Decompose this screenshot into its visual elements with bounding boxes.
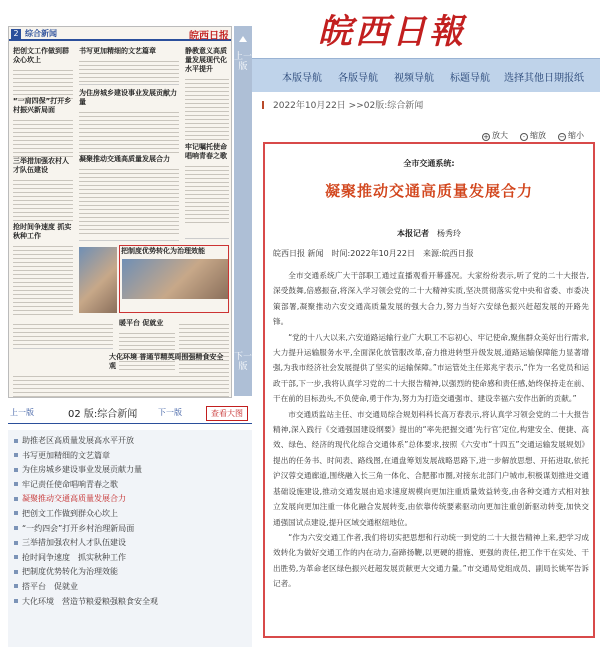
article-body: [273, 268, 589, 592]
thumb-block[interactable]: [13, 157, 73, 217]
article-panel: [263, 142, 595, 638]
page-flip-strip[interactable]: [234, 26, 252, 396]
thumb-headline: 抢时间争速度 抓实秋种工作: [13, 223, 72, 240]
thumb-block[interactable]: [13, 319, 113, 349]
thumb-headline: 凝聚推动交通高质量发展合力: [79, 155, 170, 163]
list-item[interactable]: 三举措加强农村人才队伍建设: [14, 536, 252, 551]
list-item[interactable]: 把创文工作做到群众心坎上: [14, 507, 252, 522]
thumb-headline: 大化环境 普通节精英周围强精食安全观: [109, 353, 224, 370]
zoom-out-icon: −: [559, 133, 565, 141]
article-series: 全市交通系统:: [403, 159, 455, 168]
strip-next-label[interactable]: 下一版: [234, 352, 253, 372]
thumb-block[interactable]: [79, 155, 179, 241]
list-item[interactable]: “一约四会”打开乡村治理新局面: [14, 522, 252, 537]
thumb-block[interactable]: [79, 89, 179, 151]
page-section: 综合新闻: [25, 29, 57, 38]
nav-all-pages[interactable]: 各版导航: [338, 73, 378, 84]
thumb-headline: 三举措加强农村人才队伍建设: [13, 157, 69, 174]
thumb-headline: 把创文工作做到群众心坎上: [13, 47, 69, 64]
page-header: [9, 27, 232, 41]
thumb-photo: [122, 259, 228, 299]
bullet-icon: [14, 584, 18, 588]
zoom-controls: [262, 130, 592, 142]
highlighted-article-box[interactable]: [119, 245, 229, 313]
bullet-icon: [14, 599, 18, 603]
zoom-reset-icon: ·: [520, 133, 528, 141]
article-list: [8, 430, 252, 647]
thumb-headline: 牢记嘱托使命: [185, 143, 227, 151]
bullet-icon: [14, 541, 18, 545]
thumb-block[interactable]: [13, 47, 73, 93]
bullet-icon: [14, 482, 18, 486]
list-item[interactable]: 书写更加精细的文艺篇章: [14, 449, 252, 464]
thumb-block[interactable]: [185, 47, 229, 137]
bullet-icon: [14, 439, 18, 443]
thumb-block[interactable]: [185, 143, 229, 239]
thumb-headline: “一肩四保”打开乡村振兴新局面: [13, 97, 72, 114]
thumb-photo: [79, 247, 117, 313]
page-logo: 皖西日报: [189, 31, 229, 42]
zoom-in-button[interactable]: + 放大: [483, 131, 508, 141]
thumb-headline: 唱响青春之歌: [185, 152, 227, 160]
current-page-label: 02 版:综合新闻: [68, 409, 138, 420]
list-item[interactable]: 为住房城乡建设事业发展贡献力量: [14, 463, 252, 478]
nav-page-guide[interactable]: 本版导航: [282, 73, 322, 84]
article-paragraph: “作为六安交通工作者,我们将切实把思想和行动统一到党的二十大报告精神上来,把学习成效转化为做好交通工作的内在动力,奋蹄扬鞭,以更硬的措施、更强的责任,把工作干在实处、干出胜势,为革命老区绿色振兴赶超发展贡献更大交通力量。”市交通局党组成员、副局长姚军告诉记者。: [273, 532, 589, 589]
list-item[interactable]: 大化环境 营造节粮爱粮强粮食安全观: [14, 595, 252, 610]
thumb-headline: 暖平台 促就业: [119, 319, 164, 327]
article-title: 凝聚推动交通高质量发展合力: [324, 182, 533, 200]
nav-video[interactable]: 视频导航: [394, 73, 434, 84]
nav-titles[interactable]: 标题导航: [450, 73, 490, 84]
masthead-logo: 皖西日報: [318, 12, 466, 52]
article-paragraph: 全市交通系统广大干部职工通过直播观看开幕盛况。大家纷纷表示,听了党的二十大报告,深受鼓舞,倍感振奋,将深入学习领会党的二十大精神实质,坚决贯彻落实党中央和省委、市委决策部署,凝聚推动六安交通高质量发展的强大合力,努力当好六安绿色振兴赶超发展的开路先锋。: [273, 271, 589, 327]
list-item[interactable]: 抢时间争速度 抓实秋种工作: [14, 551, 252, 566]
page-navigation: [8, 404, 252, 424]
bullet-icon: [14, 555, 18, 559]
list-item[interactable]: 搭平台 促就业: [14, 580, 252, 595]
thumb-headline: 静教意义高质量发展现代化水平提升: [185, 47, 227, 73]
prev-page-link[interactable]: 上一版: [10, 408, 34, 417]
thumb-headline: 为住房城乡建设事业发展贡献力量: [79, 89, 177, 106]
top-navigation: [252, 58, 600, 92]
page-number: 2: [11, 29, 21, 39]
bullet-icon: [14, 468, 18, 472]
breadcrumb-text[interactable]: 2022年10月22日 >>02版:综合新闻: [273, 101, 424, 111]
article-paragraph: 市交通质监站主任、市交通局综合规划科科长高万春表示,将认真学习领会党的二十大报告精神,深入践行《交通强国建设纲要》提出的“率先把握交通‘先行官’定位,构建安全、便捷、高效、绿色、经济的现代化综合交通体系”总体要求,按照《六安市“十四五”交通运输发展规划》提出的任务书、时间表、路线图,在通盘筹划发展战略思路下,进一步解放思想、开拓进取,依托沪汉蓉交通廊道,围绕融入长三角一体化、合肥都市圈,对接东北部门户城市,积极谋划推进交通基础设施建设,推动交通发展由追求速度规模向更加注重质量效益转变,由各种交通方式相对独立发展向更加注重一体化融合发展转变,由依靠传统要素驱动向更加注重创新驱动转变,加快交通强国试点建设,提升区域交通枢纽地位。: [273, 409, 589, 527]
thumb-headline: 把制度优势转化为治理效能: [121, 247, 205, 255]
arrow-up-icon[interactable]: [239, 36, 247, 42]
list-item[interactable]: 助推老区高质量发展高水平开放: [14, 434, 252, 449]
bullet-icon: [14, 511, 18, 515]
zoom-in-icon: +: [483, 133, 489, 141]
next-page-link[interactable]: 下一版: [158, 408, 182, 417]
breadcrumb: [262, 98, 592, 112]
thumb-block[interactable]: [13, 223, 73, 313]
newspaper-page-thumbnail[interactable]: [8, 26, 232, 398]
strip-prev-label[interactable]: 上一版: [234, 52, 253, 72]
zoom-out-button[interactable]: − 缩小: [559, 131, 584, 141]
left-panel: [0, 0, 252, 647]
view-large-image-button[interactable]: 查看大图: [206, 406, 248, 421]
thumb-block[interactable]: [13, 353, 229, 393]
list-item[interactable]: 把制度优势转化为治理效能: [14, 565, 252, 580]
nav-other-dates[interactable]: 选择其他日期报纸: [504, 73, 584, 84]
bullet-icon: [14, 570, 18, 574]
thumb-block[interactable]: [79, 47, 179, 85]
article-paragraph: “党的十八大以来,六安道路运输行业广大职工不忘初心、牢记使命,聚焦群众美好出行需求,大力提升运输服务水平,全面深化放管服改革,奋力推进转型升级发展,道路运输保障能力显著增强,为我市经济社会发展提供了坚实的运输保障。”市运管处主任郑兆宇表示,“作为一名党员和运政干部,下一步,我将认真学习党的二十大报告精神,以强烈的使命感和责任感,始终保持走在前、干在前的目标劲头,不负使命,勇于作为,努力为打造交通强市、建设幸福六安作出新的贡献。”: [273, 332, 589, 404]
breadcrumb-marker-icon: [262, 101, 270, 109]
thumb-headline: 书写更加精细的文艺篇章: [79, 47, 156, 55]
article-author: 本报记者 杨秀玲: [397, 229, 461, 238]
list-item-current[interactable]: 凝聚推动交通高质量发展合力: [14, 492, 252, 507]
bullet-icon: [14, 526, 18, 530]
zoom-reset-button[interactable]: · 缩放: [520, 130, 546, 141]
list-item[interactable]: 牢记责任使命唱响青春之歌: [14, 478, 252, 493]
masthead: [252, 0, 600, 58]
bullet-icon: [14, 453, 18, 457]
bullet-icon: [14, 497, 18, 501]
thumb-block[interactable]: [13, 97, 73, 153]
article-meta: 皖西日报 新闻 时间:2022年10月22日 来源:皖西日报: [273, 249, 474, 258]
